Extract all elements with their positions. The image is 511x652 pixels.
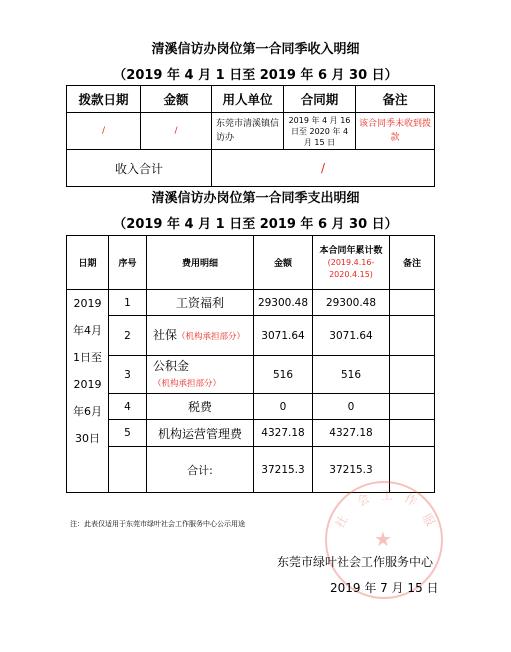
expense-header-remark: 备注 xyxy=(390,236,435,290)
expense-item xyxy=(147,394,254,420)
expense-remark xyxy=(390,394,435,420)
income-title: 清溪信访办岗位第一合同季收入明细 xyxy=(151,42,360,57)
income-header-employer: 用人单位 xyxy=(212,86,284,113)
seal-text: 社 xyxy=(332,513,351,531)
expense-total-cumulative: 37215.3 xyxy=(313,447,390,493)
expense-amount: 3071.64 xyxy=(254,316,313,356)
expense-cumulative: 0 xyxy=(313,394,390,420)
income-header-amount: 金额 xyxy=(141,86,212,113)
expense-cumulative: 4327.18 xyxy=(313,420,390,447)
signature-org: 东莞市绿叶社会工作服务中心 xyxy=(277,555,434,569)
seal-text: 工 xyxy=(381,488,394,502)
expense-remark xyxy=(390,290,435,316)
seal-text: 作 xyxy=(402,490,420,509)
income-contract-period: 2019 年 4 月 16 日至 2020 年 4 月 15 日 xyxy=(284,113,356,150)
table-row xyxy=(67,316,435,356)
income-total-label: 收入合计 xyxy=(67,150,212,187)
expense-header-amount: 金额 xyxy=(254,236,313,290)
expense-item xyxy=(147,420,254,447)
seal-text: 会 xyxy=(354,490,372,509)
expense-cumulative: 3071.64 xyxy=(313,316,390,356)
table-row xyxy=(67,356,435,394)
income-date: / xyxy=(67,113,141,150)
star-icon: ★ xyxy=(374,527,392,551)
expense-item-note: （机构承担部分） xyxy=(153,379,222,389)
income-remark: 该合同季未收到拨款 xyxy=(356,113,435,150)
expense-total-label: 合计: xyxy=(147,447,254,493)
table-row xyxy=(67,290,435,316)
expense-amount: 516 xyxy=(254,356,313,394)
expense-cumulative: 29300.48 xyxy=(313,290,390,316)
income-total-value: / xyxy=(212,150,435,187)
expense-header-item: 费用明细 xyxy=(147,236,254,290)
expense-item xyxy=(147,356,254,394)
income-header-remark: 备注 xyxy=(356,86,435,113)
footnote: 注：此表仅适用于东莞市绿叶社会工作服务中心公示用途 xyxy=(70,520,245,528)
signature-date: 2019 年 7 月 15 日 xyxy=(330,581,439,595)
expense-item-label: 工资福利 xyxy=(175,296,224,310)
expense-item-label: 公积金 xyxy=(153,359,190,373)
expense-item xyxy=(147,290,254,316)
expense-seq: 5 xyxy=(109,420,147,447)
expense-header-cumulative-label: 本合同年累计数 xyxy=(319,245,383,256)
expense-header-cumulative xyxy=(313,236,390,290)
expense-total-seq xyxy=(109,447,147,493)
income-period: （2019 年 4 月 1 日至 2019 年 6 月 30 日） xyxy=(113,68,398,83)
expense-table xyxy=(66,235,435,493)
expense-seq: 1 xyxy=(109,290,147,316)
expense-item-label: 机构运营管理费 xyxy=(157,426,242,441)
expense-cumulative: 516 xyxy=(313,356,390,394)
income-table xyxy=(66,85,435,187)
income-amount: / xyxy=(141,113,212,150)
expense-title: 清溪信访办岗位第一合同季支出明细 xyxy=(151,191,360,206)
expense-item xyxy=(147,316,254,356)
expense-header-seq: 序号 xyxy=(109,236,147,290)
expense-amount: 0 xyxy=(254,394,313,420)
table-row xyxy=(67,394,435,420)
income-total-row xyxy=(67,150,435,187)
expense-period: （2019 年 4 月 1 日至 2019 年 6 月 30 日） xyxy=(113,217,398,232)
expense-item-note: （机构承担部分） xyxy=(177,332,246,342)
expense-amount: 29300.48 xyxy=(254,290,313,316)
expense-seq: 3 xyxy=(109,356,147,394)
expense-header-date: 日期 xyxy=(67,236,109,290)
income-row xyxy=(67,113,435,150)
table-row xyxy=(67,420,435,447)
expense-item-label: 社保 xyxy=(153,328,178,342)
income-header-contract: 合同期 xyxy=(284,86,356,113)
expense-seq: 2 xyxy=(109,316,147,356)
expense-seq: 4 xyxy=(109,394,147,420)
seal-text: 服 xyxy=(419,511,438,529)
income-header-date: 拨款日期 xyxy=(67,86,141,113)
expense-amount: 4327.18 xyxy=(254,420,313,447)
expense-header-row xyxy=(67,236,435,290)
expense-remark xyxy=(390,420,435,447)
expense-total-amount: 37215.3 xyxy=(254,447,313,493)
expense-date-span: 2019年4月1日至2019年6月30日 xyxy=(67,290,109,493)
expense-header-cumulative-range: (2019.4.16-2020.4.15) xyxy=(327,257,375,279)
expense-remark xyxy=(390,316,435,356)
expense-item-label: 税费 xyxy=(187,400,212,414)
income-employer: 东莞市清溪镇信访办 xyxy=(212,113,284,150)
income-header-row xyxy=(67,86,435,113)
expense-remark xyxy=(390,356,435,394)
